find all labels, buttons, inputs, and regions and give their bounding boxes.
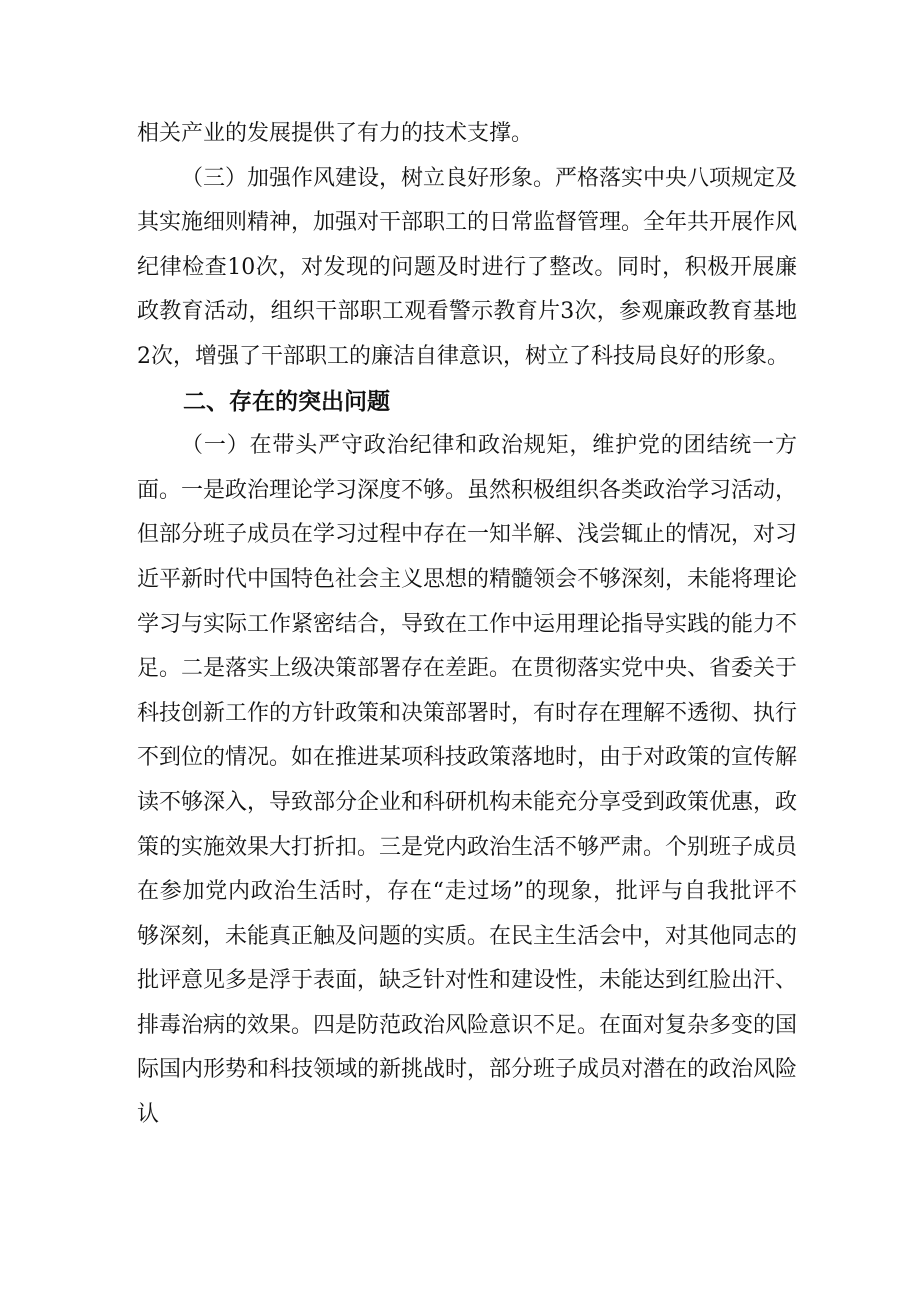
- paragraph-political-discipline: （一）在带头严守政治纪律和政治规矩，维护党的团结统一方面。一是政治理论学习深度不够。虽然积极组织各类政治学习活动，但部分班子成员在学习过程中存在一知半解、浅尝辄止的情况，对习近平新时代中国特色社会主义思想的精髓领会不够深刻，未能将理论学习与实际工作紧密结合，导致在工作中运用理论指导实践的能力不足。二是落实上级决策部署存在差距。在贯彻落实党中央、省委关于科技创新工作的方针政策和决策部署时，有时存在理解不透彻、执行不到位的情况。如在推进某项科技政策落地时，由于对政策的宣传解读不够深入，导致部分企业和科研机构未能充分享受到政策优惠，政策的实施效果大打折扣。三是党内政治生活不够严肃。个别班子成员在参加党内政治生活时，存在“走过场”的现象，批评与自我批评不够深刻，未能真正触及问题的实质。在民主生活会中，对其他同志的批评意见多是浮于表面，缺乏针对性和建设性，未能达到红脸出汗、排毒治病的效果。四是防范政治风险意识不足。在面对复杂多变的国际国内形势和科技领域的新挑战时，部分班子成员对潜在的政治风险认: [137, 433, 798, 1128]
- document-body: [137, 112, 797, 1138]
- section-heading: 二、存在的突出问题: [183, 388, 390, 415]
- paragraph-continuation: 相关产业的发展提供了有力的技术支撑。: [137, 121, 534, 146]
- paragraph-work-style: （三）加强作风建设，树立良好形象。严格落实中央八项规定及其实施细则精神，加强对干部职工的日常监督管理。全年共开展作风纪律检查10次，对发现的问题及时进行了整改。同时，积极开展廉政教育活动，组织干部职工观看警示教育片3次，参观廉政教育基地2次，增强了干部职工的廉洁自律意识，树立了科技局良好的形象。: [137, 165, 798, 369]
